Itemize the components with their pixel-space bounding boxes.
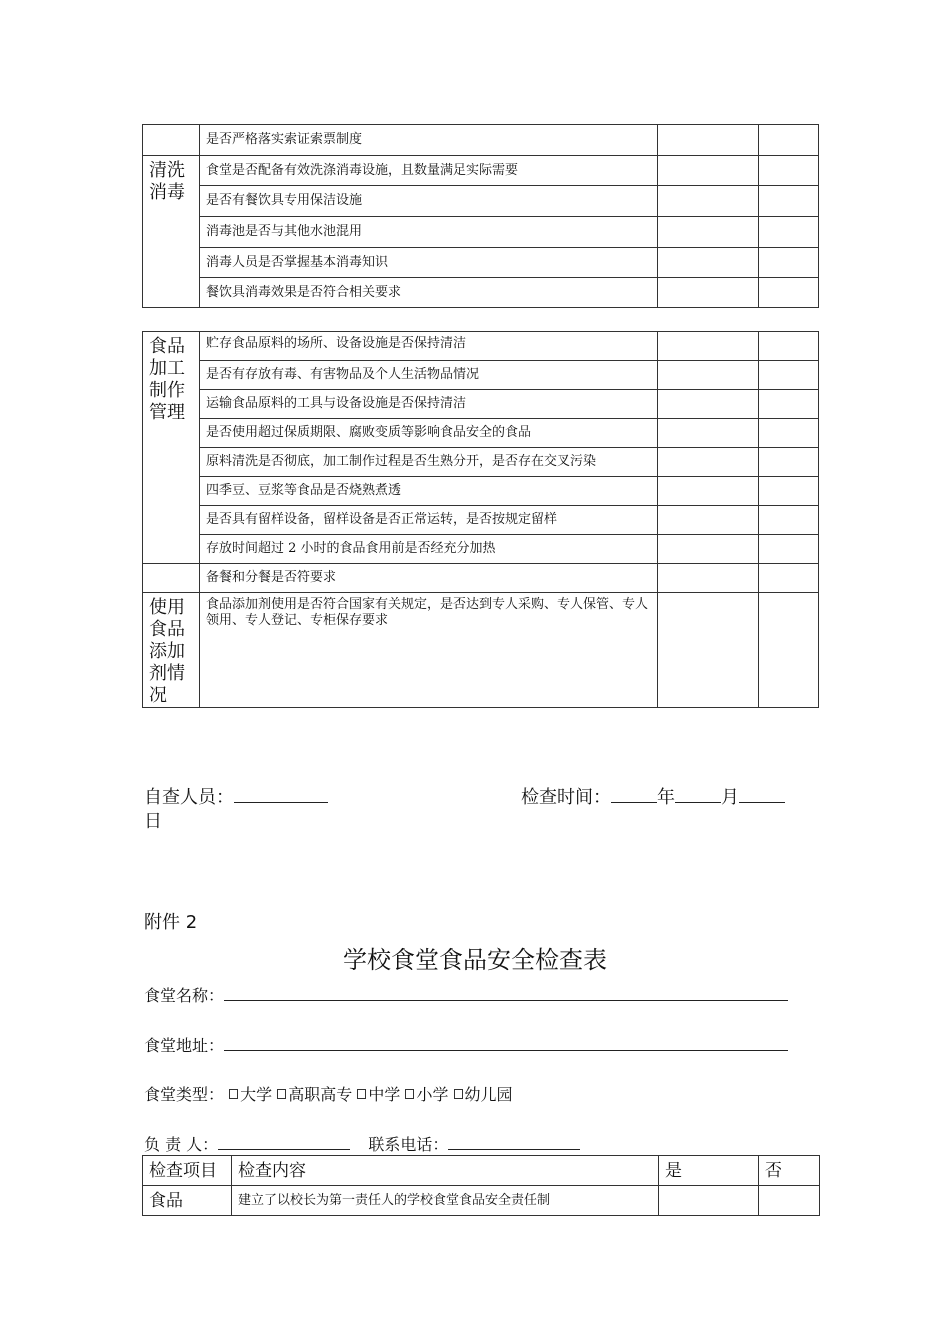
form-title: 学校食堂食品安全检查表: [343, 946, 607, 974]
no-cell[interactable]: [759, 477, 819, 506]
no-cell[interactable]: [759, 156, 819, 186]
check-content: 存放时间超过 2 小时的食品食用前是否经充分加热: [200, 535, 658, 564]
check-content: 消毒池是否与其他水池混用: [200, 217, 658, 248]
header-content: 检查内容: [232, 1156, 659, 1186]
canteen-address-line: [144, 1033, 788, 1056]
no-cell[interactable]: [759, 248, 819, 278]
type-option-university[interactable]: 大学: [229, 1085, 272, 1104]
no-cell[interactable]: [759, 278, 819, 308]
item-cell: 食品: [143, 1186, 232, 1216]
inspector-line: [144, 783, 328, 809]
check-content: 餐饮具消毒效果是否符合相关要求: [200, 278, 658, 308]
no-cell[interactable]: [759, 535, 819, 564]
year-label: 年: [657, 787, 675, 808]
no-cell[interactable]: [759, 564, 819, 593]
processing-table: [142, 331, 819, 708]
yes-cell[interactable]: [658, 217, 759, 248]
check-content: 是否严格落实索证索票制度: [200, 125, 658, 156]
check-content: 运输食品原料的工具与设备设施是否保持清洁: [200, 390, 658, 419]
phone-label: 联系电话：: [368, 1135, 449, 1154]
day-label: 日: [144, 811, 162, 832]
check-content: 四季豆、豆浆等食品是否烧熟煮透: [200, 477, 658, 506]
no-cell[interactable]: [759, 217, 819, 248]
phone-blank[interactable]: [448, 1133, 580, 1150]
canteen-name-label: 食堂名称：: [144, 986, 225, 1005]
checkbox-icon[interactable]: [454, 1089, 463, 1099]
header-yes: 是: [659, 1156, 759, 1186]
no-cell[interactable]: [759, 448, 819, 477]
no-cell[interactable]: [759, 125, 819, 156]
type-option-vocational[interactable]: 高职高专: [277, 1085, 352, 1104]
yes-cell[interactable]: [658, 390, 759, 419]
yes-cell[interactable]: [658, 332, 759, 361]
canteen-type-line: [144, 1082, 513, 1105]
inspection-table: [142, 1155, 820, 1216]
person-blank[interactable]: [218, 1133, 350, 1150]
check-content: 是否具有留样设备，留样设备是否正常运转，是否按规定留样: [200, 506, 658, 535]
check-content: 贮存食品原料的场所、设备设施是否保持清洁: [200, 332, 658, 361]
check-content: 建立了以校长为第一责任人的学校食堂食品安全责任制: [232, 1186, 659, 1216]
month-label: 月: [721, 787, 739, 808]
yes-cell[interactable]: [658, 419, 759, 448]
contact-line: [144, 1132, 580, 1155]
canteen-address-label: 食堂地址：: [144, 1036, 225, 1055]
yes-cell[interactable]: [658, 535, 759, 564]
category-additives: 使用食品添加剂情况: [143, 593, 200, 708]
day-blank[interactable]: [739, 786, 785, 803]
canteen-name-line: [144, 983, 788, 1006]
yes-cell[interactable]: [658, 506, 759, 535]
checkbox-icon[interactable]: [357, 1089, 366, 1099]
checkbox-icon[interactable]: [405, 1089, 414, 1099]
check-content: 食堂是否配备有效洗涤消毒设施，且数量满足实际需要: [200, 156, 658, 186]
attachment-label: 附件 2: [144, 912, 198, 933]
check-content: 原料清洗是否彻底，加工制作过程是否生熟分开，是否存在交叉污染: [200, 448, 658, 477]
disinfection-table: [142, 124, 819, 308]
yes-cell[interactable]: [658, 593, 759, 708]
time-line: [521, 783, 785, 809]
yes-cell[interactable]: [658, 448, 759, 477]
yes-cell[interactable]: [658, 186, 759, 217]
checkbox-icon[interactable]: [229, 1089, 238, 1099]
time-label: 检查时间：: [521, 787, 611, 808]
yes-cell[interactable]: [659, 1186, 759, 1216]
no-cell[interactable]: [759, 390, 819, 419]
category-cell-empty: [143, 125, 200, 156]
canteen-address-blank[interactable]: [224, 1034, 788, 1051]
check-content: 是否有存放有毒、有害物品及个人生活物品情况: [200, 361, 658, 390]
check-content: 是否有餐饮具专用保洁设施: [200, 186, 658, 217]
check-content: 备餐和分餐是否符要求: [200, 564, 658, 593]
check-content: 是否使用超过保质期限、腐败变质等影响食品安全的食品: [200, 419, 658, 448]
no-cell[interactable]: [759, 1186, 820, 1216]
type-option-primary-school[interactable]: 小学: [405, 1085, 448, 1104]
yes-cell[interactable]: [658, 361, 759, 390]
checkbox-icon[interactable]: [277, 1089, 286, 1099]
person-label: 负 责 人：: [144, 1135, 219, 1154]
no-cell[interactable]: [759, 332, 819, 361]
type-option-middle-school[interactable]: 中学: [357, 1085, 400, 1104]
yes-cell[interactable]: [658, 156, 759, 186]
yes-cell[interactable]: [658, 125, 759, 156]
no-cell[interactable]: [759, 361, 819, 390]
canteen-name-blank[interactable]: [224, 984, 788, 1001]
category-disinfection: 清洗消毒: [143, 156, 200, 308]
no-cell[interactable]: [759, 186, 819, 217]
inspector-label: 自查人员：: [144, 787, 234, 808]
no-cell[interactable]: [759, 593, 819, 708]
month-blank[interactable]: [675, 786, 721, 803]
canteen-type-label: 食堂类型：: [144, 1085, 225, 1104]
type-option-kindergarten[interactable]: 幼儿园: [454, 1085, 513, 1104]
no-cell[interactable]: [759, 419, 819, 448]
header-item: 检查项目: [143, 1156, 232, 1186]
year-blank[interactable]: [611, 786, 657, 803]
yes-cell[interactable]: [658, 477, 759, 506]
yes-cell[interactable]: [658, 278, 759, 308]
header-no: 否: [759, 1156, 820, 1186]
no-cell[interactable]: [759, 506, 819, 535]
check-content: 消毒人员是否掌握基本消毒知识: [200, 248, 658, 278]
category-processing: 食品加工制作管理: [143, 332, 200, 564]
category-cell-empty: [143, 564, 200, 593]
inspector-blank[interactable]: [234, 786, 328, 803]
check-content: 食品添加剂使用是否符合国家有关规定，是否达到专人采购、专人保管、专人领用、专人登记、专柜保存要求: [200, 593, 658, 708]
yes-cell[interactable]: [658, 564, 759, 593]
yes-cell[interactable]: [658, 248, 759, 278]
